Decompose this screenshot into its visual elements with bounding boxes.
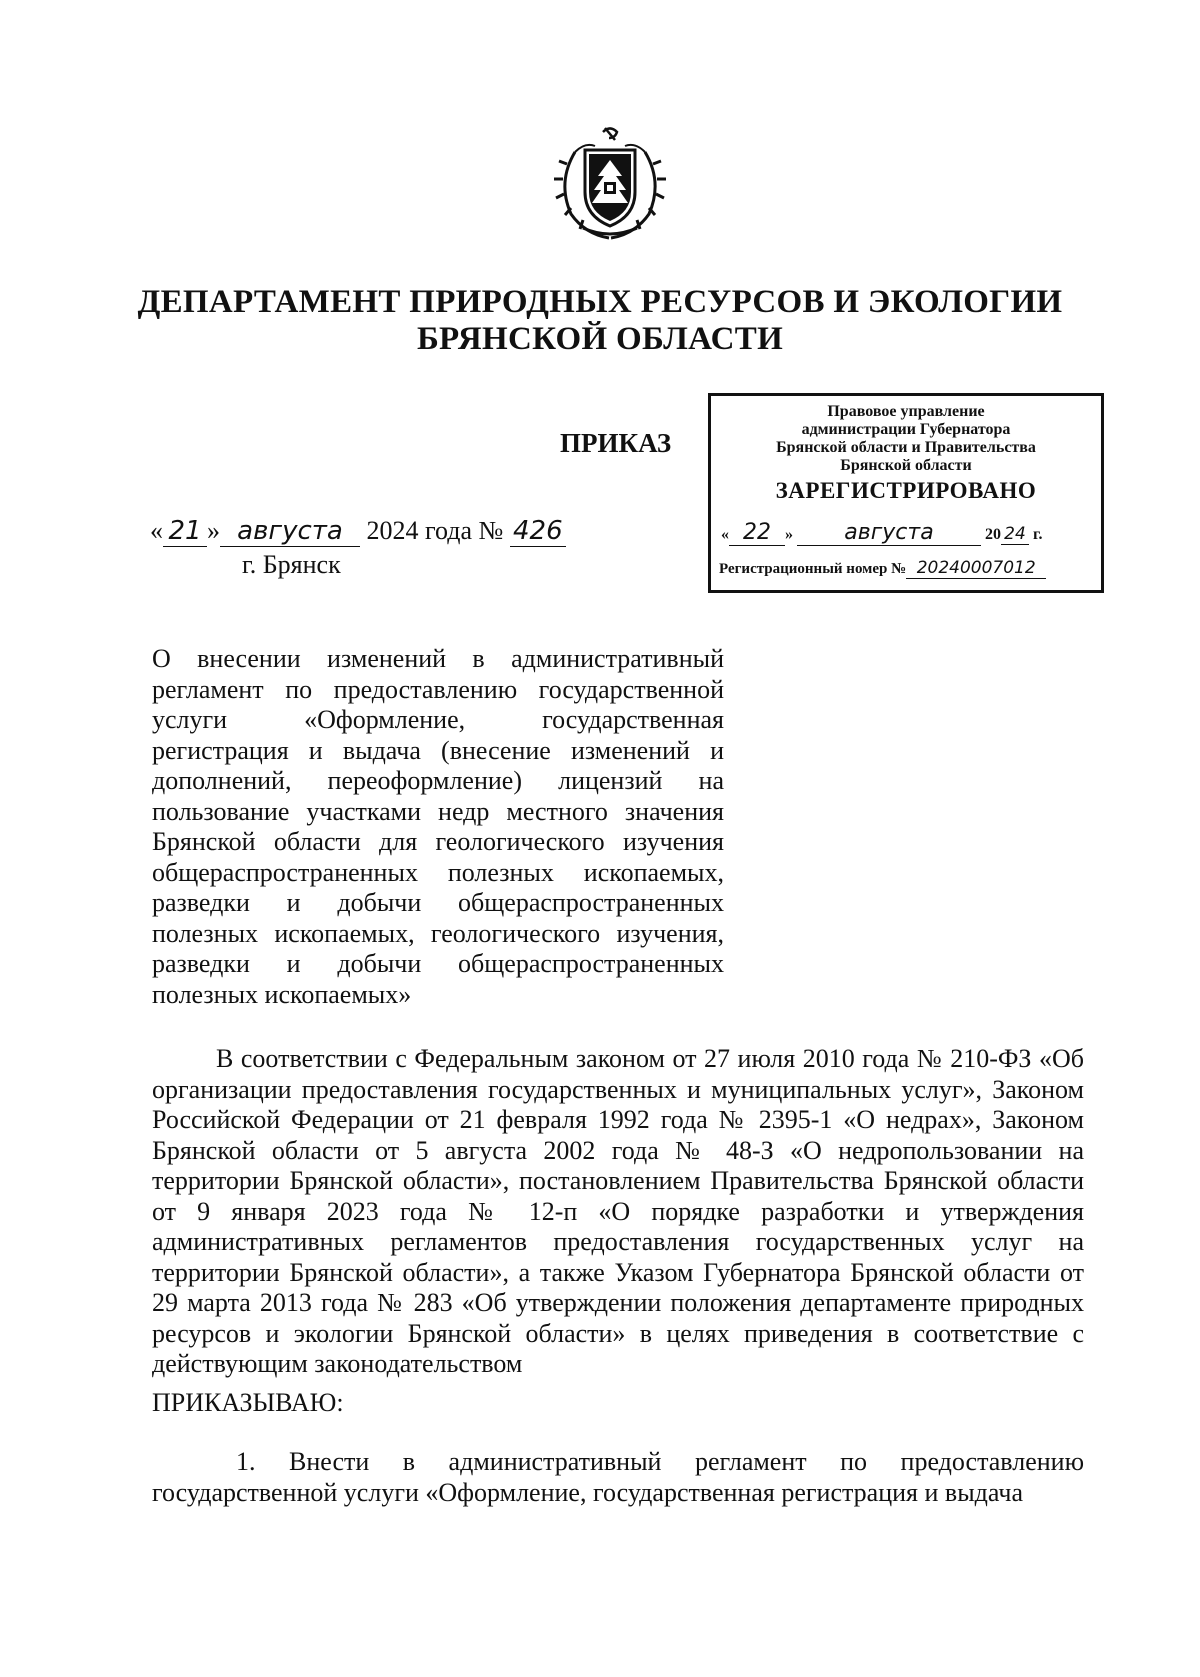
stamp-status: ЗАРЕГИСТРИРОВАНО xyxy=(775,478,1037,503)
order-item-1: 1. Внести в административный регламент по предоставлению государственной услуги «Оформление, государственная регистрация и выдача xyxy=(152,1447,1084,1507)
stamp-org-line1: Правовое управление xyxy=(827,403,985,420)
order-day: 21 xyxy=(163,516,207,547)
stamp-org-line2: администрации Губернатора xyxy=(801,421,1011,438)
stamp-year-end: г. xyxy=(1033,526,1043,543)
stamp-regno-row xyxy=(719,558,1099,584)
document-type-title: ПРИКАЗ xyxy=(560,428,672,458)
stamp-month: августа xyxy=(797,520,981,546)
order-month: августа xyxy=(220,516,360,547)
order-date-row: « 21 » августа 2024 года № 426 xyxy=(150,516,566,547)
registration-stamp xyxy=(708,393,1104,593)
coat-of-arms-emblem xyxy=(545,124,675,244)
stamp-day: 22 xyxy=(729,520,785,546)
department-name-line1: ДЕПАРТАМЕНТ ПРИРОДНЫХ РЕСУРСОВ И ЭКОЛОГИИ xyxy=(137,284,1063,320)
order-directive-word: ПРИКАЗЫВАЮ: xyxy=(152,1388,344,1417)
order-subject: О внесении изменений в административный регламент по предоставлению государственной услуги «Оформление, государственная регистрация и выдача (внесение изменений и дополнений, переоформление) лицензий на пользование участками недр местного значения Брянской области для геологического изучения общераспространенных полезных ископаемых, разведки и добычи общераспространенных полезных ископаемых, геологического изучения, разведки и добычи общераспространенных полезных ископаемых» xyxy=(152,644,724,1009)
stamp-year-prefix: 20 xyxy=(985,526,1001,543)
order-number: 426 xyxy=(510,516,566,547)
stamp-org-line4: Брянской области xyxy=(840,457,972,474)
preamble-paragraph: В соответствии с Федеральным законом от 27 июля 2010 года № 210-ФЗ «Об организации предоставления государственных и муниципальных услуг», Законом Российской Федерации от 21 февраля 1992 года № 2395-1 «О недрах», Законом Брянской области от 5 августа 2002 года № 48-З «О недропользовании на территории Брянской области», постановлением Правительства Брянской области от 9 января 2023 года № 12-п «О порядке разработки и утверждения административных регламентов предоставления государственных услуг на территории Брянской области», а также Указом Губернатора Брянской области от 29 марта 2013 года № 283 «Об утверждении положения департаменте природных ресурсов и экологии Брянской области» в целях приведения в соответствие с действующим законодательством xyxy=(152,1044,1084,1378)
order-year-text: 2024 года № xyxy=(366,516,504,545)
department-name-line2: БРЯНСКОЙ ОБЛАСТИ xyxy=(416,321,784,357)
order-city: г. Брянск xyxy=(242,550,341,579)
stamp-org-line3: Брянской области и Правительства xyxy=(776,439,1036,456)
stamp-regno: 20240007012 xyxy=(906,558,1046,579)
stamp-regno-label: Регистрационный номер № xyxy=(719,561,907,577)
stamp-year-suffix: 24 xyxy=(1001,524,1029,545)
stamp-date-row: « 22 » августа 20 24 г. xyxy=(721,520,1043,545)
